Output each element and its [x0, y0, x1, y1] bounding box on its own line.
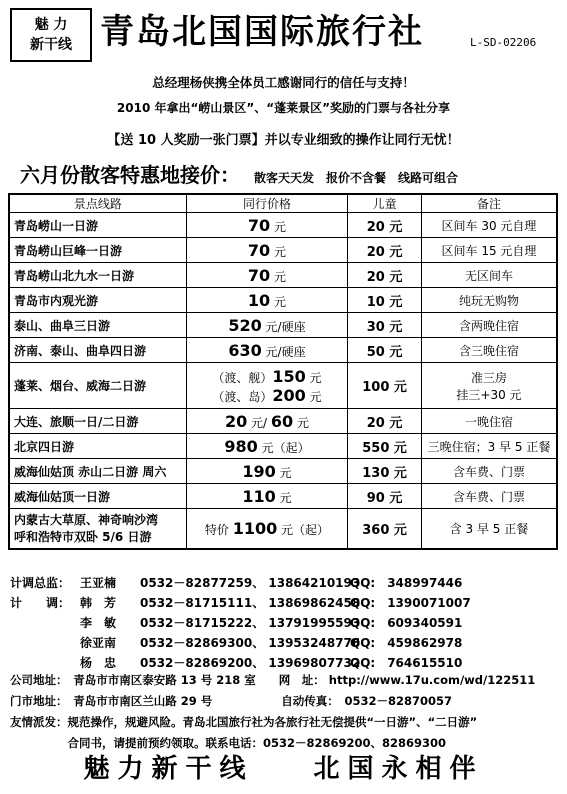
note-cell: 区间车 15 元自理: [421, 238, 557, 263]
child-cell: 90 元: [348, 484, 422, 509]
contact-label: 计 调：: [10, 596, 71, 610]
slogan: [0, 748, 567, 785]
child-cell: 360 元: [348, 509, 422, 549]
headline-title: 六月份散客特惠地接价：: [20, 163, 240, 187]
route-cell: 济南、泰山、曲阜四日游: [9, 338, 186, 363]
contact-row: [10, 654, 560, 674]
note-cell: 区间车 30 元自理: [421, 213, 557, 238]
price-unit: 元/硬座: [261, 344, 306, 359]
contact-phone: 0532－81715111、 13869862458: [140, 596, 361, 610]
child-cell: 20 元: [348, 213, 422, 238]
price-cell: [186, 459, 347, 484]
price-cell: [186, 434, 347, 459]
route-cell: 青岛市内观光游: [9, 288, 186, 313]
note-cell: 含 3 早 5 正餐: [421, 509, 557, 549]
contact-name: 杨 忠: [80, 656, 117, 670]
price-value: 190: [242, 461, 276, 481]
note-line: 准三房: [470, 370, 507, 385]
header-note: 备注: [421, 194, 557, 213]
contact-qq: QQ: 459862978: [350, 636, 463, 650]
contact-name: 徐亚南: [80, 636, 117, 650]
company-name: 青岛北国国际旅行社: [100, 12, 424, 52]
price-unit: 元: [275, 465, 292, 480]
price-unit: 元（起）: [257, 440, 310, 455]
contact-qq: QQ: 348997446: [350, 576, 463, 590]
price-unit: 元: [275, 490, 292, 505]
slogan-right: 北国永相伴: [313, 754, 484, 784]
route-cell: 大连、旅顺一日/二日游: [9, 409, 186, 434]
contact-label: [10, 634, 80, 654]
table-row: [9, 338, 557, 363]
contact-qq: QQ: 764615510: [350, 656, 463, 670]
price-cell: [186, 213, 347, 238]
contact-qq: QQ: 1390071007: [350, 596, 471, 610]
company-address: 公司地址： 青岛市市南区泰安路 13 号 218 室 网 址： http://www.17u.com/wd/122511: [10, 673, 536, 687]
route-line: 内蒙古大草原、神奇响沙湾: [14, 513, 159, 528]
table-row: [9, 263, 557, 288]
note-cell: 三晚住宿；3 早 5 正餐: [421, 434, 557, 459]
store-address: 门市地址： 青岛市市南区兰山路 29 号 自动传真： 0532－82870057: [10, 694, 453, 708]
contact-label: [10, 654, 80, 674]
note-cell: 一晚住宿: [421, 409, 557, 434]
header-route: 景点线路: [9, 194, 186, 213]
note-cell: 含车费、门票: [421, 484, 557, 509]
license-code: L-SD-02206: [470, 36, 537, 49]
child-cell: 10 元: [348, 288, 422, 313]
table-row: [9, 484, 557, 509]
note-cell: 含车费、门票: [421, 459, 557, 484]
price-value: 70: [247, 265, 271, 285]
table-row: [9, 409, 557, 434]
route-cell: 青岛崂山巨峰一日游: [9, 238, 186, 263]
price-value: 70: [247, 240, 271, 260]
logo-box: [10, 8, 92, 62]
contact-row: [10, 614, 560, 634]
price-value: 150: [272, 366, 306, 386]
price-cell: [186, 484, 347, 509]
price-value-2: 60: [270, 411, 294, 431]
award-line: 2010 年拿出“崂山景区”、“蓬莱景区”奖励的门票与各社分享: [116, 101, 451, 115]
contact-label: [10, 614, 80, 634]
price-prefix: （渡、岛）: [212, 389, 273, 404]
child-cell: 550 元: [348, 434, 422, 459]
table-row: [9, 509, 557, 549]
price-unit: 元/: [247, 415, 271, 430]
contact-phone: 0532－81715222、 13791995593: [140, 616, 361, 630]
price-unit: 元/硬座: [261, 319, 306, 334]
price-cell: [186, 509, 347, 549]
logo-line1: 魅 力: [34, 17, 68, 33]
note-line: 挂三+30 元: [456, 387, 522, 402]
contact-row: [10, 634, 560, 654]
route-cell: 蓬莱、烟台、威海二日游: [9, 363, 186, 409]
contact-phone: 0532－82877259、 13864210193: [140, 576, 361, 590]
table-row: [9, 434, 557, 459]
note-cell: 含两晚住宿: [421, 313, 557, 338]
table-header-row: [9, 194, 557, 213]
route-line: 呼和浩特市双卧 5/6 日游: [14, 530, 152, 545]
child-cell: 130 元: [348, 459, 422, 484]
price-unit: 元: [270, 244, 287, 259]
price-value: 10: [247, 290, 271, 310]
child-cell: 100 元: [348, 363, 422, 409]
route-cell: [9, 509, 186, 549]
price-table: [8, 193, 558, 550]
child-cell: 20 元: [348, 409, 422, 434]
child-cell: 20 元: [348, 263, 422, 288]
note-cell: 含三晚住宿: [421, 338, 557, 363]
route-cell: 威海仙姑顶一日游: [9, 484, 186, 509]
headline-sub: 散客天天发 报价不含餐 线路可组合: [254, 171, 459, 185]
price-value: 70: [247, 215, 271, 235]
price-value: 980: [224, 436, 258, 456]
thanks-line: 总经理杨侠携全体员工感谢同行的信任与支持！: [152, 75, 415, 90]
note-cell: 无区间车: [421, 263, 557, 288]
contact-qq: QQ: 609340591: [350, 616, 463, 630]
price-unit: 元: [270, 269, 287, 284]
table-row: [9, 363, 557, 409]
child-cell: 30 元: [348, 313, 422, 338]
contacts-block: [10, 574, 560, 674]
child-cell: 20 元: [348, 238, 422, 263]
table-row: [9, 238, 557, 263]
route-cell: 威海仙姑顶 赤山二日游 周六: [9, 459, 186, 484]
price-cell: [186, 409, 347, 434]
contact-phone: 0532－82869200、 13969807732: [140, 656, 361, 670]
logo-line2: 新干线: [30, 37, 72, 53]
price-value: 110: [242, 486, 276, 506]
route-cell: 泰山、曲阜三日游: [9, 313, 186, 338]
price-unit: 元: [270, 219, 287, 234]
price-unit-2: 元: [293, 415, 309, 430]
table-row: [9, 213, 557, 238]
price-unit: 元: [305, 370, 322, 385]
price-prefix: 特价: [204, 522, 233, 537]
route-cell: 青岛崂山一日游: [9, 213, 186, 238]
notice-line-2: 合同书，请提前预约领取。联系电话：0532－82869200、82869300: [10, 736, 447, 750]
contact-row: [10, 574, 560, 594]
price-cell: [186, 313, 347, 338]
contact-name: 李 敏: [80, 616, 117, 630]
contact-name: 王亚楠: [80, 576, 117, 590]
price-cell: [186, 338, 347, 363]
address-block: [10, 672, 535, 756]
contact-phone: 0532－82869300、 13953248776: [140, 636, 361, 650]
note-cell: 纯玩无购物: [421, 288, 557, 313]
header-price: 同行价格: [186, 194, 347, 213]
price-cell: [186, 288, 347, 313]
table-row: [9, 288, 557, 313]
price-cell: [186, 363, 347, 409]
headline: [20, 159, 458, 188]
promo-line: 【送 10 人奖励一张门票】并以专业细致的操作让同行无忧！: [107, 133, 460, 148]
price-value: 630: [228, 340, 262, 360]
price-value: 520: [228, 315, 262, 335]
price-prefix: （渡、舰）: [212, 370, 273, 385]
table-row: [9, 459, 557, 484]
price-value: 20: [224, 411, 248, 431]
price-value: 1100: [232, 518, 278, 538]
table-row: [9, 313, 557, 338]
child-cell: 50 元: [348, 338, 422, 363]
header-child: 儿童: [348, 194, 422, 213]
contact-label: 计调总监：: [10, 576, 71, 590]
contact-row: [10, 594, 560, 614]
route-cell: 北京四日游: [9, 434, 186, 459]
price-unit: 元（起）: [277, 522, 330, 537]
price-unit: 元: [305, 389, 322, 404]
route-cell: 青岛崂山北九水一日游: [9, 263, 186, 288]
price-unit: 元: [270, 294, 287, 309]
price-cell: [186, 263, 347, 288]
notice-line-1: 友情派发：规范操作，规避风险。青岛北国旅行社为各旅行社无偿提供“一日游”、“二日游”: [10, 715, 478, 729]
contact-name: 韩 芳: [80, 596, 117, 610]
note-cell: [421, 363, 557, 409]
slogan-left: 魅力新干线: [83, 754, 254, 784]
price-value: 200: [272, 385, 306, 405]
price-cell: [186, 238, 347, 263]
